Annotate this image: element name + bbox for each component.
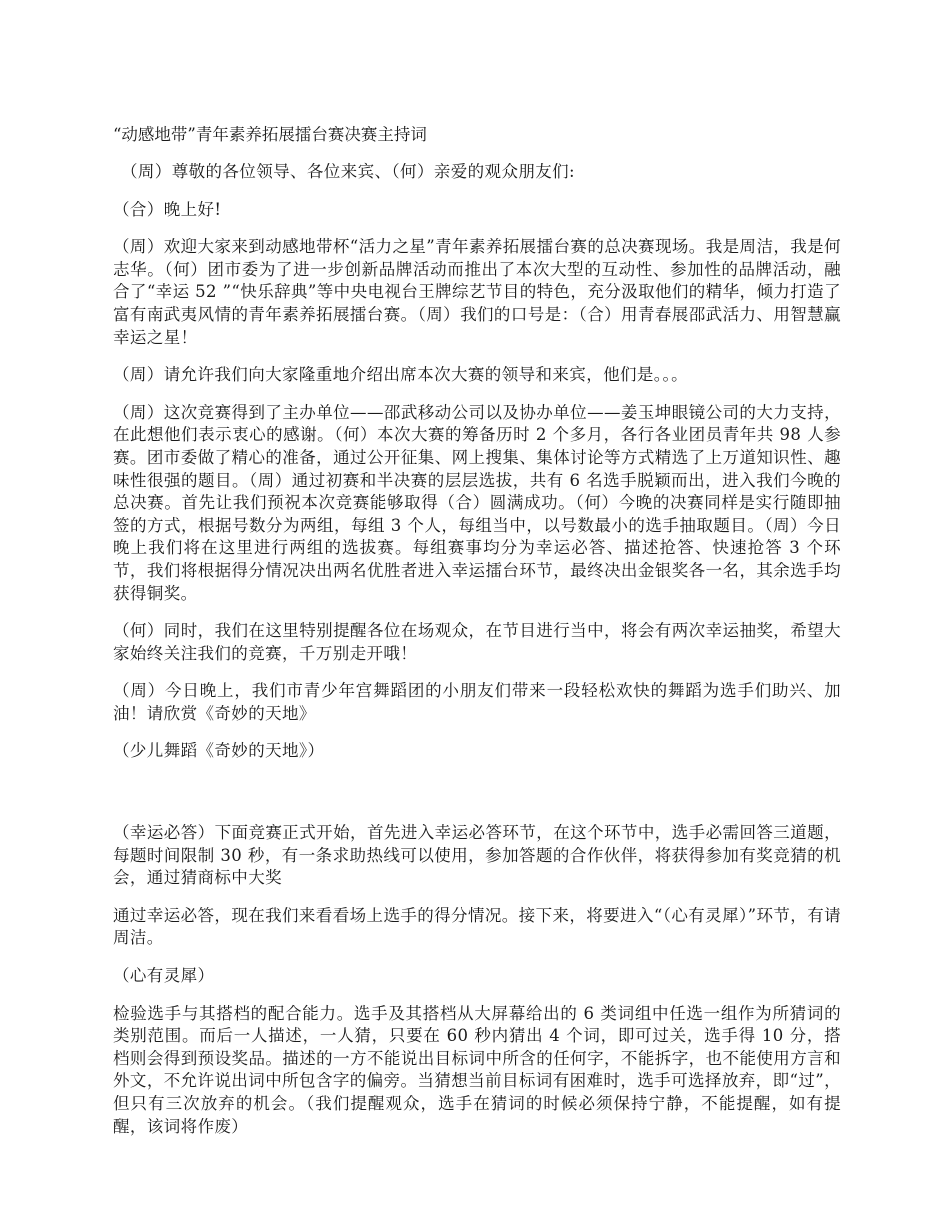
document-title: “动感地带”青年素养拓展擂台赛决赛主持词 (113, 125, 427, 144)
paragraph-dance-intro: （周）今日晚上，我们市青少年宫舞蹈团的小朋友们带来一段轻松欢快的舞蹈为选手们助兴、加油！请欣赏《奇妙的天地》 (113, 681, 841, 723)
paragraph-lucky-draw-notice: （何）同时，我们在这里特别提醒各位在场观众，在节目进行当中，将会有两次幸运抽奖，希望大家始终关注我们的竞赛，千万别走开哦！ (113, 621, 841, 663)
paragraph-rules: 检验选手与其搭档的配合能力。选手及其搭档从大屏幕给出的 6 类词组中任选一组作为所猜词的类别范围。而后一人描述，一人猜，只要在 60 秒内猜出 4 个词，即可过关，选手得 10 分，搭档则会得到预设奖品。描述的一方不能说出目标词中所含的任何字，不能拆字，也不能使用方言和外文，不允许说出词中所包含字的偏旁。当猜想当前目标词有困难时，选手可选择放弃，即“过”，但只有三次放弃的机会。（我们提醒观众，选手在猜词的时候必须保持宁静，不能提醒，如有提醒，该词将作废） (113, 1003, 841, 1136)
paragraph-welcome: （周）欢迎大家来到动感地带杯“活力之星”青年素养拓展擂台赛的总决赛现场。我是周洁，我是何志华。（何）团市委为了进一步创新品牌活动而推出了本次大型的互动性、参加性的品牌活动，融合了“幸运 52 ”“快乐辞典”等中央电视台王牌综艺节目的特色，充分汲取他们的精华，倾力打造了富有南武夷风情的青年素养拓展擂台赛。（周）我们的口号是：（合）用青春展邵武活力、用智慧赢幸运之星！ (113, 237, 841, 347)
document-body (113, 124, 841, 1153)
paragraph-competition-overview: （周）这次竞赛得到了主办单位——邵武移动公司以及协办单位——姜玉坤眼镜公司的大力支持，在此想他们表示衷心的感谢。（何）本次大赛的筹备历时 2 个多月，各行各业团员青年共 98 人参赛。团市委做了精心的准备，通过公开征集、网上搜集、集体讨论等方式精选了上万道知识性、趣味性很强的题目。（周）通过初赛和半决赛的层层选拔，共有 6 名选手脱颖而出，进入我们今晚的总决赛。首先让我们预祝本次竞赛能够取得（合）圆满成功。（何）今晚的决赛同样是实行随即抽签的方式，根据号数分为两组，每组 3 个人，每组当中，以号数最小的选手抽取题目。（周）今日晚上我们将在这里进行两组的选拔赛。每组赛事均分为幸运必答、描述抢答、快速抢答 3 个环节，我们将根据得分情况决出两名优胜者进入幸运擂台环节，最终决出金银奖各一名，其余选手均获得铜奖。 (113, 402, 841, 603)
paragraph-greeting: （周）尊敬的各位领导、各位来宾、（何）亲爱的观众朋友们: (121, 162, 576, 181)
paragraph-section-heading: （心有灵犀） (113, 966, 215, 986)
paragraph-introduce-guests: （周）请允许我们向大家隆重地介绍出席本次大赛的领导和来宾，他们是。。。 (113, 365, 688, 385)
paragraph-dance-title: （少儿舞蹈《奇妙的天地》） (113, 741, 325, 761)
paragraph-good-evening: （合）晚上好! (113, 199, 222, 219)
paragraph-lucky-answer: （幸运必答）下面竞赛正式开始，首先进入幸运必答环节，在这个环节中，选手必需回答三道题，每题时间限制 30 秒，有一条求助热线可以使用，参加答题的合作伙伴，将获得参加有奖竞猜的机会，通过猜商标中大奖 (113, 823, 841, 888)
section-gap (113, 778, 841, 822)
paragraph-score-check: 通过幸运必答，现在我们来看看场上选手的得分情况。接下来，将要进入“（心有灵犀）”环节，有请周洁。 (113, 905, 841, 948)
